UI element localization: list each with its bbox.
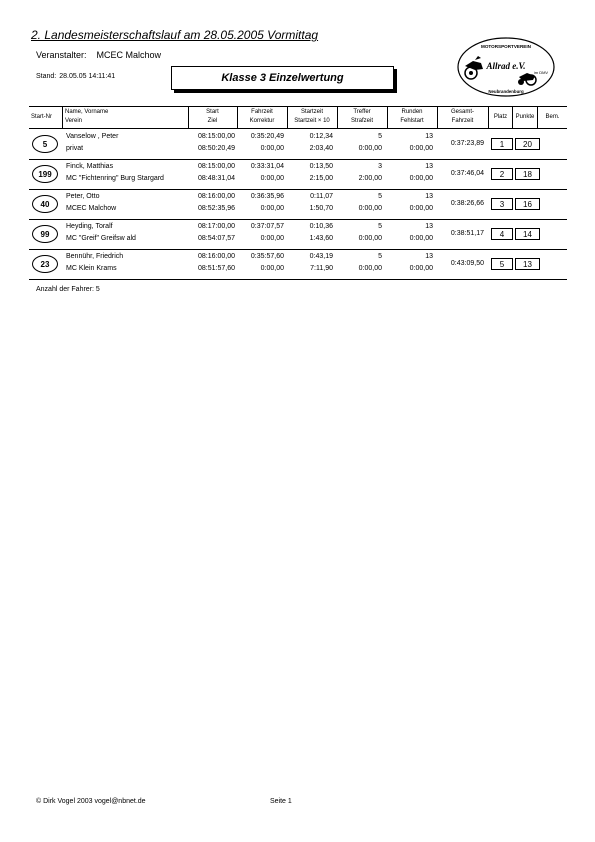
start-number-badge: 99 bbox=[32, 225, 58, 243]
start-time-x10: 2:03,40 bbox=[309, 145, 333, 152]
organizer-value: MCEC Malchow bbox=[96, 50, 162, 60]
column-header-fehlstart: Fehlstart bbox=[400, 118, 424, 124]
start-number-badge: 23 bbox=[32, 255, 58, 273]
column-header-gesamt-fahrzeit: Fahrzeit bbox=[451, 118, 474, 124]
total-time: 0:38:26,66 bbox=[450, 200, 484, 207]
column-header-start: Start bbox=[206, 109, 219, 115]
penalty-time: 2:00,00 bbox=[358, 175, 382, 182]
ride-time: 0:35:20,49 bbox=[250, 133, 284, 140]
total-time: 0:37:46,04 bbox=[450, 170, 484, 177]
column-header-bem: Bem. bbox=[545, 114, 560, 120]
points-box: 16 bbox=[515, 198, 540, 210]
penalty-time: 0:00,00 bbox=[358, 205, 382, 212]
total-time: 0:38:51,17 bbox=[450, 230, 484, 237]
column-header-startzeit10: Startzeit × 10 bbox=[294, 118, 330, 124]
place-box: 2 bbox=[491, 168, 513, 180]
column-header-gesamt: Gesamt- bbox=[450, 109, 474, 115]
driver-club: privat bbox=[66, 145, 84, 152]
driver-name: Heyding, Toralf bbox=[66, 223, 113, 230]
total-time: 0:37:23,89 bbox=[450, 140, 484, 147]
place-box: 1 bbox=[491, 138, 513, 150]
driver-name: Bennühr, Friedrich bbox=[66, 253, 124, 260]
points-box: 13 bbox=[515, 258, 540, 270]
false-start: 0:00,00 bbox=[409, 175, 433, 182]
start-number-badge: 40 bbox=[32, 195, 58, 213]
page-title: 2. Landesmeisterschaftslauf am 28.05.2005 Vormittag bbox=[31, 28, 319, 42]
column-divider bbox=[62, 106, 63, 128]
hits: 5 bbox=[378, 133, 382, 140]
hits: 3 bbox=[378, 163, 382, 170]
correction: 0:00,00 bbox=[260, 145, 284, 152]
finish-time: 08:48:31,04 bbox=[198, 175, 235, 182]
hits: 5 bbox=[378, 193, 382, 200]
start-time-value: 0:12,34 bbox=[309, 133, 333, 140]
stand-label: Stand: bbox=[36, 73, 57, 80]
column-header-name: Name, Vorname bbox=[65, 109, 109, 115]
class-title: Klasse 3 Einzelwertung bbox=[221, 72, 344, 84]
logo-middle-text: Allrad e.V. bbox=[486, 61, 526, 71]
penalty-time: 0:00,00 bbox=[358, 145, 382, 152]
start-time: 08:15:00,00 bbox=[198, 133, 235, 140]
column-header-platz: Platz bbox=[493, 114, 508, 120]
start-time: 08:16:00,00 bbox=[198, 253, 235, 260]
table-row bbox=[29, 159, 567, 189]
column-header-punkte: Punkte bbox=[515, 114, 535, 120]
start-time-x10: 7:11,90 bbox=[310, 265, 333, 272]
correction: 0:00,00 bbox=[260, 175, 284, 182]
points-box: 18 bbox=[515, 168, 540, 180]
total-time: 0:43:09,50 bbox=[450, 260, 484, 267]
ride-time: 0:37:07,57 bbox=[250, 223, 284, 230]
column-header-treffer: Treffer bbox=[353, 109, 371, 115]
start-time-value: 0:11,07 bbox=[310, 193, 333, 200]
penalty-time: 0:00,00 bbox=[358, 265, 382, 272]
footer-page-number: Seite 1 bbox=[270, 798, 292, 805]
logo-right-text: im DMV bbox=[533, 70, 549, 75]
table-bottom-rule bbox=[29, 279, 567, 280]
column-header-fahrzeit: Fahrzeit bbox=[251, 109, 273, 115]
column-header-ziel: Ziel bbox=[207, 118, 218, 124]
correction: 0:00,00 bbox=[260, 205, 284, 212]
column-header-strafzeit: Strafzeit bbox=[350, 118, 373, 124]
ride-time: 0:35:57,60 bbox=[250, 253, 284, 260]
start-time: 08:15:00,00 bbox=[198, 163, 235, 170]
hits: 5 bbox=[378, 253, 382, 260]
organizer-label: Veranstalter: bbox=[36, 50, 87, 60]
finish-time: 08:51:57,60 bbox=[198, 265, 235, 272]
start-number-badge: 5 bbox=[32, 135, 58, 153]
driver-club: MCEC Malchow bbox=[66, 205, 117, 212]
driver-count: Anzahl der Fahrer: 5 bbox=[36, 286, 100, 293]
penalty-time: 0:00,00 bbox=[358, 235, 382, 242]
driver-name: Peter, Otto bbox=[66, 193, 100, 200]
start-number-badge: 199 bbox=[32, 165, 58, 183]
logo-top-text: MOTORSPORTVEREIN bbox=[481, 44, 531, 49]
correction: 0:00,00 bbox=[260, 235, 284, 242]
false-start: 0:00,00 bbox=[409, 205, 433, 212]
hits: 5 bbox=[378, 223, 382, 230]
logo-bottom-text: Neubrandenburg bbox=[488, 89, 524, 94]
laps: 13 bbox=[425, 133, 433, 140]
points-box: 20 bbox=[515, 138, 540, 150]
driver-club: MC "Fichtenring" Burg Stargard bbox=[66, 175, 164, 182]
start-time-x10: 1:50,70 bbox=[309, 205, 333, 212]
column-header-korrektur: Korrektur bbox=[249, 118, 275, 124]
stand-line bbox=[36, 73, 115, 80]
table-row bbox=[29, 129, 567, 159]
finish-time: 08:52:35,96 bbox=[198, 205, 235, 212]
start-time: 08:17:00,00 bbox=[198, 223, 235, 230]
start-time-x10: 2:15,00 bbox=[309, 175, 333, 182]
finish-time: 08:54:07,57 bbox=[198, 235, 235, 242]
false-start: 0:00,00 bbox=[409, 235, 433, 242]
class-title-box bbox=[171, 66, 394, 90]
driver-club: MC "Greif" Greifsw ald bbox=[66, 235, 136, 242]
driver-name: Finck, Matthias bbox=[66, 163, 114, 170]
laps: 13 bbox=[425, 253, 433, 260]
laps: 13 bbox=[425, 193, 433, 200]
table-top-rule bbox=[29, 106, 567, 107]
column-header-verein: Verein bbox=[65, 118, 83, 124]
table-row bbox=[29, 219, 567, 249]
driver-name: Vanselow , Peter bbox=[66, 133, 119, 140]
laps: 13 bbox=[425, 223, 433, 230]
column-header-startzeit: Startzeit bbox=[300, 109, 323, 115]
start-time-value: 0:43,19 bbox=[309, 253, 333, 260]
table-row bbox=[29, 249, 567, 279]
correction: 0:00,00 bbox=[260, 265, 284, 272]
place-box: 5 bbox=[491, 258, 513, 270]
table-row bbox=[29, 189, 567, 219]
laps: 13 bbox=[425, 163, 433, 170]
ride-time: 0:33:31,04 bbox=[250, 163, 284, 170]
club-logo bbox=[455, 36, 557, 100]
footer-copyright: © Dirk Vogel 2003 vogel@nbnet.de bbox=[36, 798, 146, 805]
false-start: 0:00,00 bbox=[409, 145, 433, 152]
points-box: 14 bbox=[515, 228, 540, 240]
stand-value: 28.05.05 14:11:41 bbox=[59, 73, 116, 80]
false-start: 0:00,00 bbox=[409, 265, 433, 272]
ride-time: 0:36:35,96 bbox=[250, 193, 284, 200]
start-time: 08:16:00,00 bbox=[198, 193, 235, 200]
column-header-runden: Runden bbox=[401, 109, 423, 115]
organizer-line bbox=[36, 50, 161, 60]
start-time-value: 0:13,50 bbox=[309, 163, 333, 170]
finish-time: 08:50:20,49 bbox=[198, 145, 235, 152]
driver-club: MC Klein Krams bbox=[66, 265, 117, 272]
start-time-value: 0:10,36 bbox=[309, 223, 333, 230]
column-header-startnr: Start-Nr bbox=[31, 114, 52, 120]
start-time-x10: 1:43,60 bbox=[309, 235, 333, 242]
place-box: 4 bbox=[491, 228, 513, 240]
place-box: 3 bbox=[491, 198, 513, 210]
